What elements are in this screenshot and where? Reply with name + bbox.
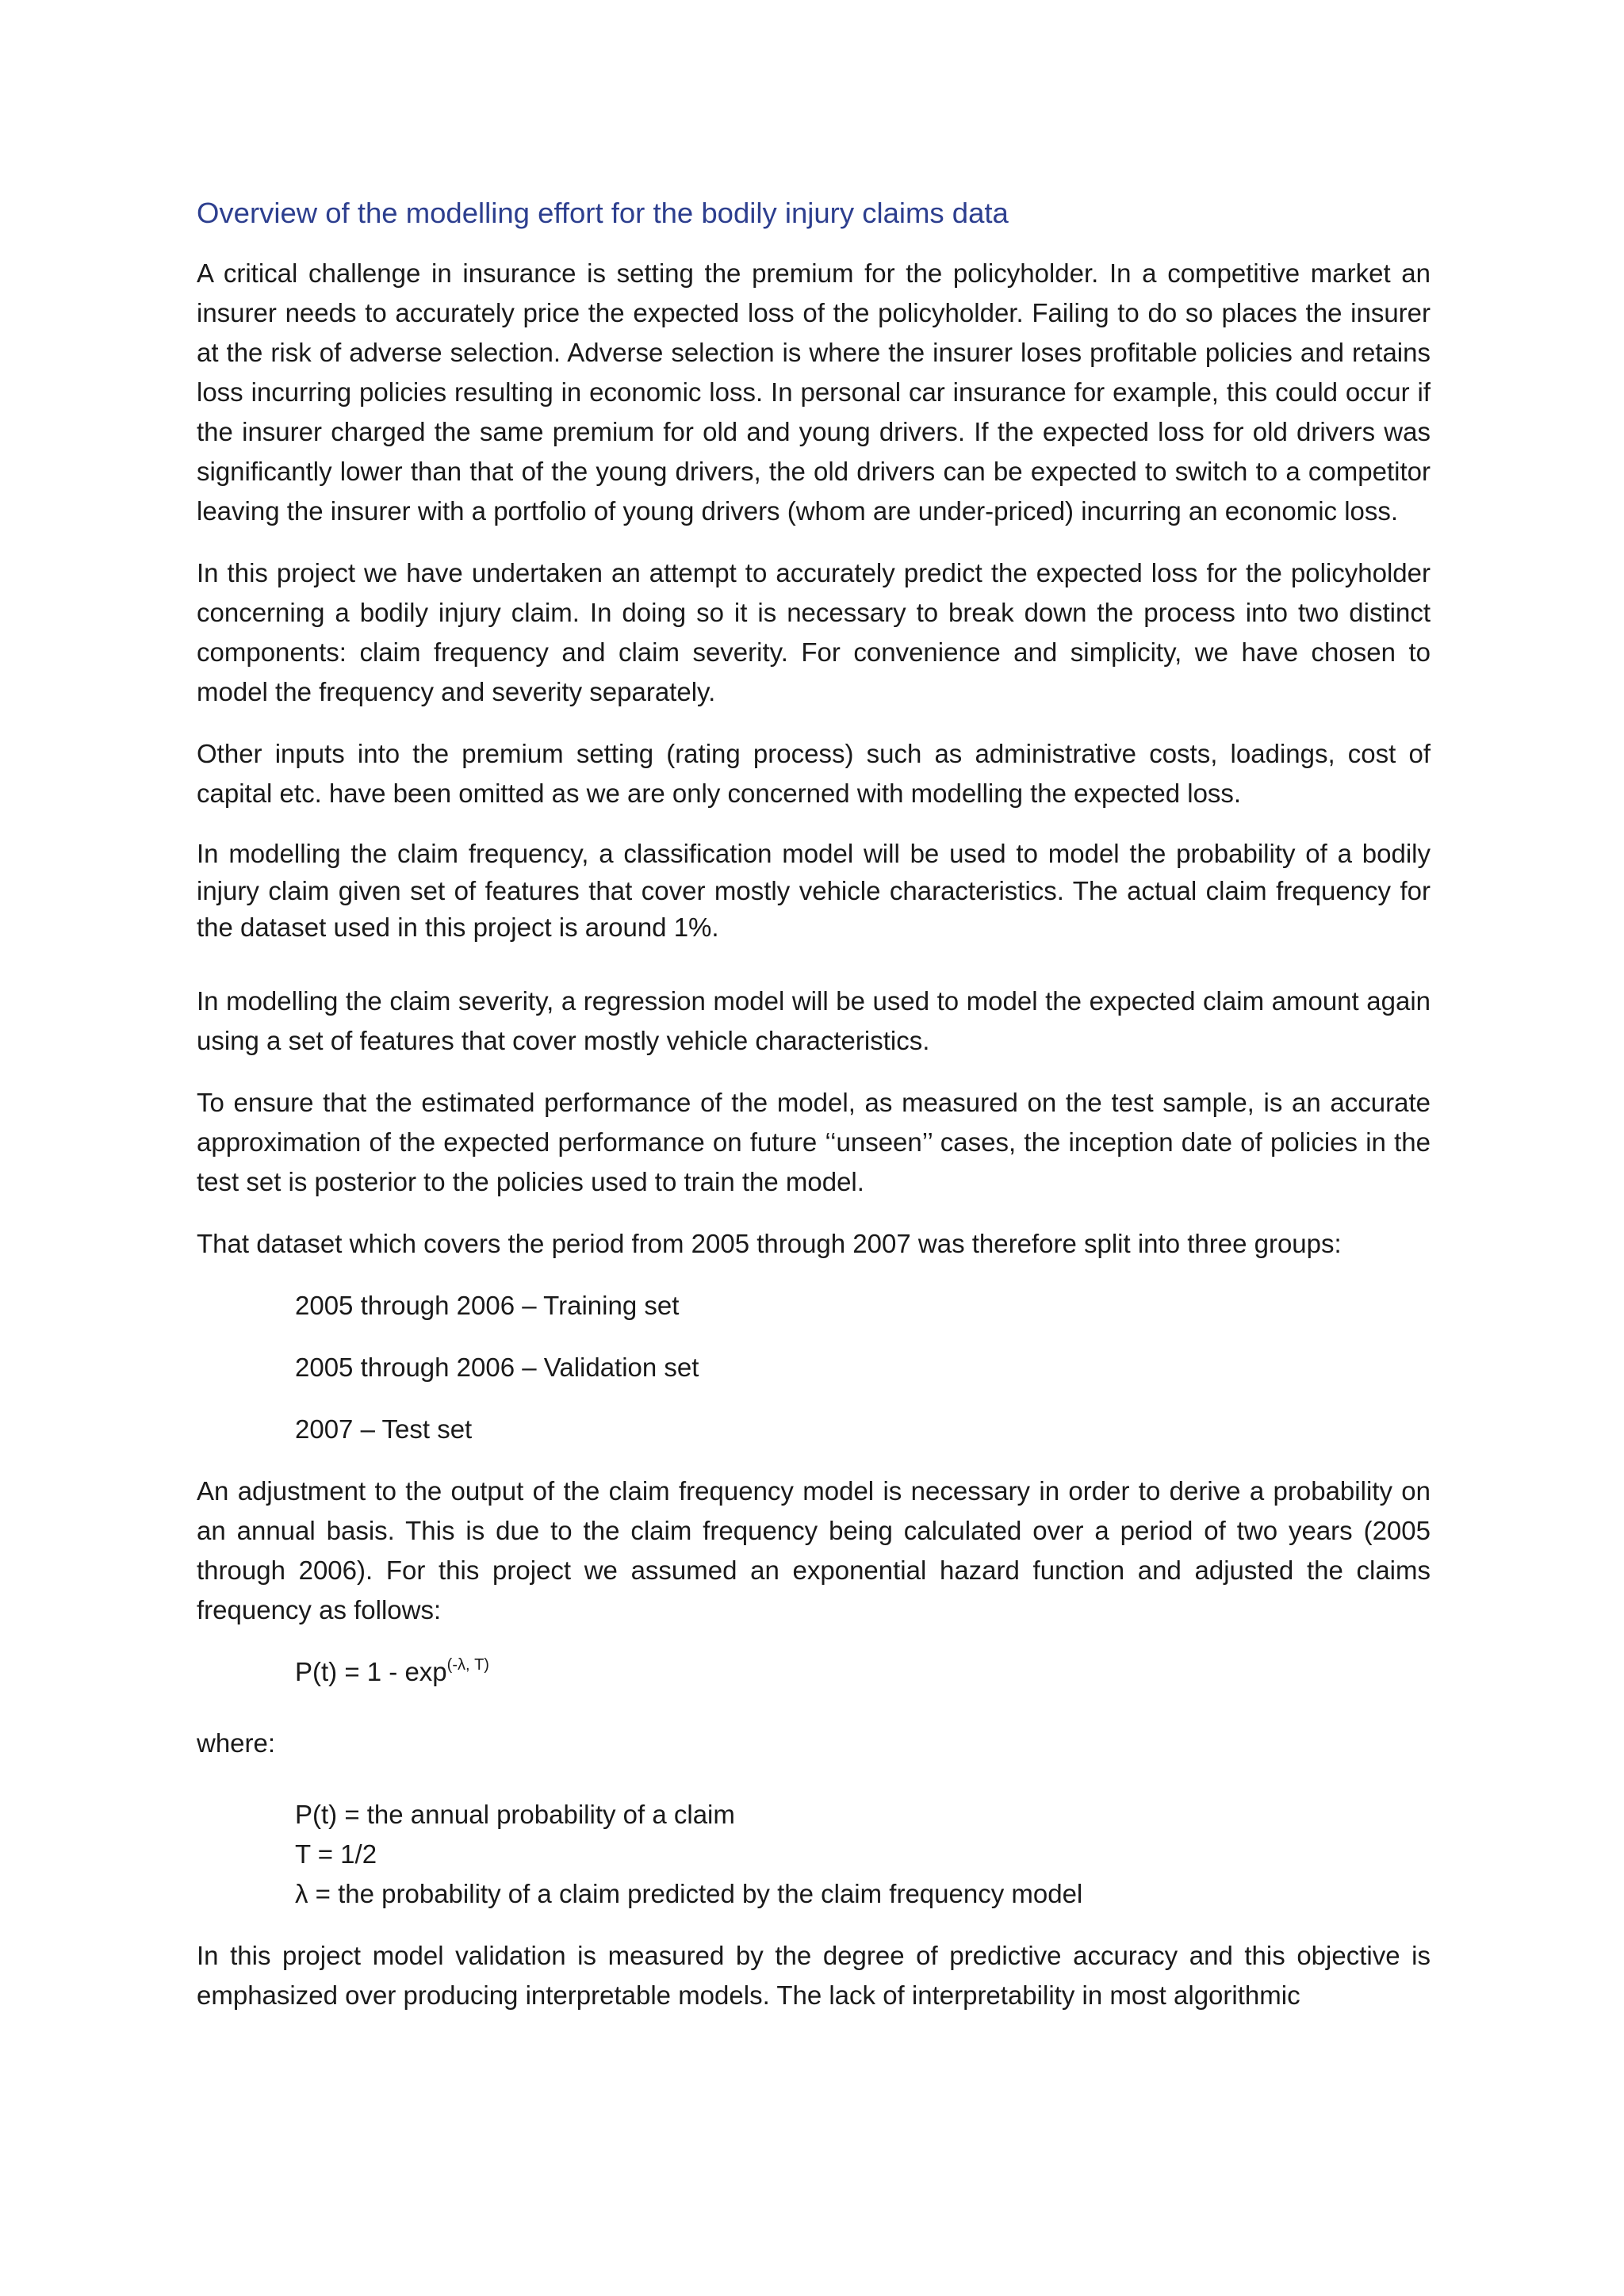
- formula-exponent: (-λ, T): [446, 1655, 489, 1674]
- paragraph-model-validation: In this project model validation is measured by the degree of predictive accuracy and this objective is emphasized over producing interpretable models. The lack of interpretability in most algorithmic: [197, 1940, 1431, 2010]
- group-validation-set: 2005 through 2006 – Validation set: [295, 1352, 699, 1382]
- hazard-formula: [295, 1652, 1431, 1692]
- definition-pt: P(t) = the annual probability of a claim: [295, 1799, 735, 1829]
- paragraph-adverse-selection: A critical challenge in insurance is setting the premium for the policyholder. In a competitive market an insurer needs to accurately price the expected loss of the policyholder. Failing to do so places the insurer at the risk of adverse selection. Adverse selection is where the insurer loses profitable policies and retains loss incurring policies resulting in economic loss. In personal car insurance for example, this could occur if the insurer charged the same premium for old and young drivers. If the expected loss for old drivers was significantly lower than that of the young drivers, the old drivers can be expected to switch to a competitor leaving the insurer with a portfolio of young drivers (whom are under-priced) incurring an economic loss.: [197, 258, 1431, 526]
- paragraph-annual-adjustment: An adjustment to the output of the claim frequency model is necessary in order to derive a probability on an annual basis. This is due to the claim frequency being calculated over a period of two years (2005 through 2006). For this project we assumed an exponential hazard function and adjusted the claims frequency as follows:: [197, 1475, 1431, 1624]
- document-body: [197, 195, 1431, 2038]
- paragraph-project-approach: In this project we have undertaken an attempt to accurately predict the expected loss for the policyholder concerning a bodily injury claim. In doing so it is necessary to break down the process into two distinct components: claim frequency and claim severity. For convenience and simplicity, we have chosen to model the frequency and severity separately.: [197, 558, 1431, 706]
- formula-base: P(t) = 1 - exp: [295, 1656, 447, 1686]
- group-test-set: 2007 – Test set: [295, 1414, 473, 1444]
- paragraph-test-set-timing: To ensure that the estimated performance of the model, as measured on the test sample, is an accurate approximation of the expected performance on future ‘‘unseen’’ cases, the inception date of policies in the test set is posterior to the policies used to train the model.: [197, 1087, 1431, 1196]
- where-label: where:: [197, 1728, 276, 1758]
- paragraph-claim-frequency: In modelling the claim frequency, a classification model will be used to model the probability of a bodily injury claim given set of features that cover mostly vehicle characteristics. The actual claim frequency for the dataset used in this project is around 1%.: [197, 839, 1431, 942]
- definition-lambda: λ = the probability of a claim predicted by the claim frequency model: [295, 1878, 1083, 1908]
- section-heading: Overview of the modelling effort for the bodily injury claims data: [197, 197, 1009, 229]
- paragraph-claim-severity: In modelling the claim severity, a regression model will be used to model the expected claim amount again using a set of features that cover mostly vehicle characteristics.: [197, 985, 1431, 1055]
- formula-definitions: [295, 1795, 1431, 1914]
- paragraph-other-inputs: Other inputs into the premium setting (rating process) such as administrative costs, loadings, cost of capital etc. have been omitted as we are only concerned with modelling the expected loss.: [197, 739, 1431, 808]
- group-training-set: 2005 through 2006 – Training set: [295, 1290, 680, 1320]
- paragraph-dataset-split: That dataset which covers the period from 2005 through 2007 was therefore split into three groups:: [197, 1228, 1342, 1258]
- definition-t: T = 1/2: [295, 1839, 377, 1869]
